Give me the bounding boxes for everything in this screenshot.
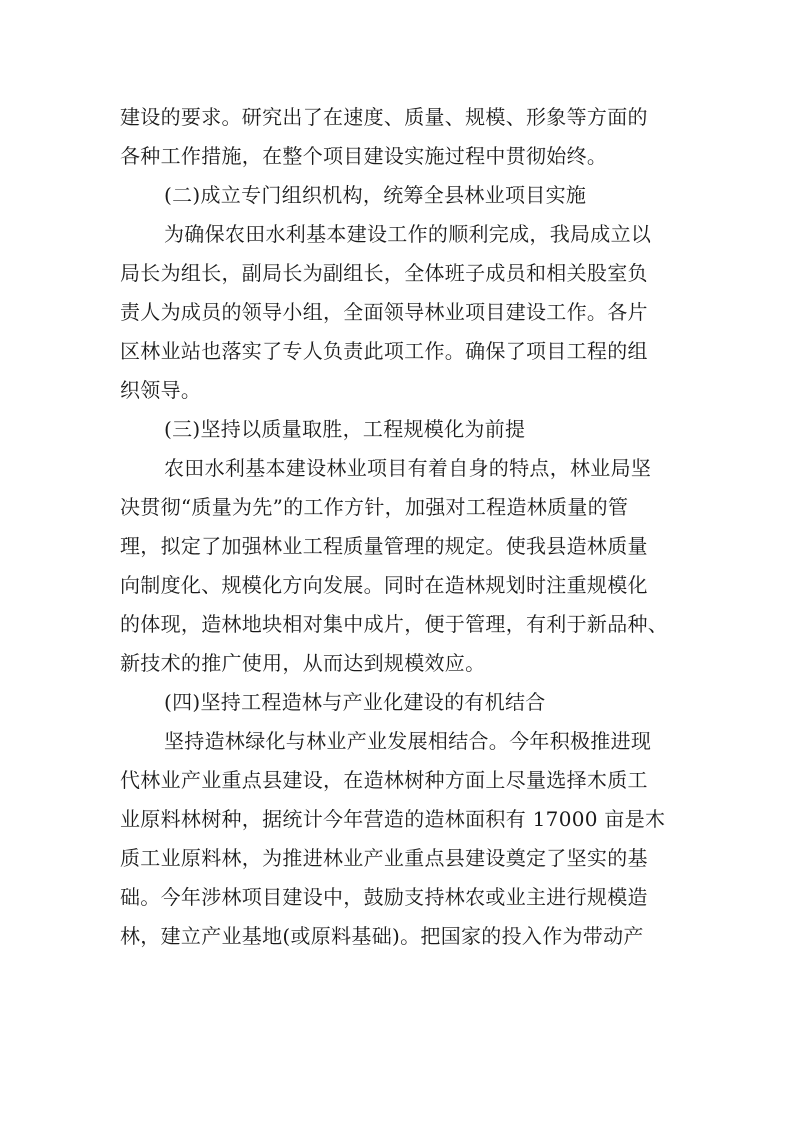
paragraph-line: 责人为成员的领导小组，全面领导林业项目建设工作。各片 xyxy=(120,300,648,324)
paragraph-line: 决贯彻“质量为先”的工作方针，加强对工程造林质量的管 xyxy=(120,495,629,519)
paragraph-line: 区林业站也落实了专人负责此项工作。确保了项目工程的组 xyxy=(120,339,648,363)
paragraph-line: 的体现，造林地块相对集中成片，便于管理，有利于新品种、 xyxy=(120,612,669,636)
paragraph-line: 础。今年涉林项目建设中，鼓励支持林农或业主进行规模造 xyxy=(120,885,648,909)
paragraph-line: 林，建立产业基地(或原料基础)。把国家的投入作为带动产 xyxy=(120,924,644,948)
paragraph-line: 新技术的推广使用，从而达到规模效应。 xyxy=(120,651,486,675)
paragraph-line: 质工业原料林，为推进林业产业重点县建设奠定了坚实的基 xyxy=(120,846,648,870)
paragraph-line: 建设的要求。研究出了在速度、质量、规模、形象等方面的 xyxy=(120,105,648,129)
paragraph-line: 坚持造林绿化与林业产业发展相结合。今年积极推进现 xyxy=(164,729,652,753)
paragraph-line: 业原料林树种，据统计今年营造的造林面积有 17000 亩是木 xyxy=(120,807,666,831)
paragraph-line: 农田水利基本建设林业项目有着自身的特点，林业局坚 xyxy=(164,456,652,480)
paragraph-line: 代林业产业重点县建设，在造林树种方面上尽量选择木质工 xyxy=(120,768,648,792)
paragraph-line: 向制度化、规模化方向发展。同时在造林规划时注重规模化 xyxy=(120,573,648,597)
paragraph-line: 各种工作措施，在整个项目建设实施过程中贯彻始终。 xyxy=(120,144,608,168)
paragraph-line: 局长为组长，副局长为副组长，全体班子成员和相关股室负 xyxy=(120,261,648,285)
section-heading-2: (二)成立专门组织机构，统筹全县林业项目实施 xyxy=(164,183,587,207)
paragraph-line: 为确保农田水利基本建设工作的顺利完成，我局成立以 xyxy=(164,222,652,246)
paragraph-line: 织领导。 xyxy=(120,378,202,402)
paragraph-line: 理，拟定了加强林业工程质量管理的规定。使我县造林质量 xyxy=(120,534,648,558)
document-body xyxy=(120,98,680,956)
section-heading-4: (四)坚持工程造林与产业化建设的有机结合 xyxy=(164,690,546,714)
section-heading-3: (三)坚持以质量取胜，工程规模化为前提 xyxy=(164,417,526,441)
